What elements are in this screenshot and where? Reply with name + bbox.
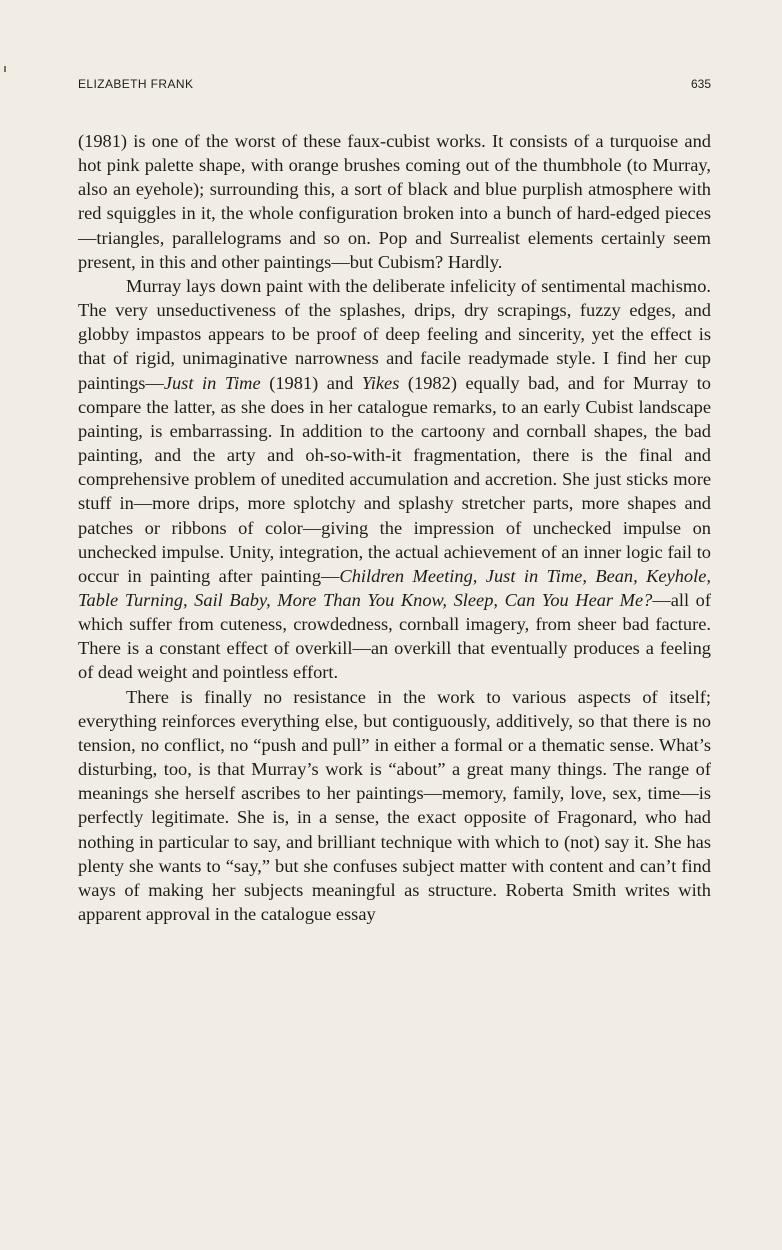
- running-head-author: ELIZABETH FRANK: [78, 77, 194, 91]
- paragraph-2: [78, 274, 711, 685]
- margin-mark: [4, 66, 6, 72]
- paragraph-3: [78, 685, 711, 927]
- painting-titles-list: Children Meeting, Just in Time, Bean, Keyhole, Table Turning, Sail Baby, More Than You Know, Sleep, Can You Hear Me?: [78, 565, 711, 610]
- painting-title: Yikes: [361, 372, 400, 393]
- text-segment: —all of which suffer from cuteness, crowdedness, cornball imagery, from sheer bad facture. There is a constant effect of overkill—an overkill that eventually produces a feeling of dead weight and pointless effort.: [78, 589, 711, 683]
- text-segment: (1981) is one of the worst of these faux-cubist works. It consists of a turquoise and hot pink palette shape, with orange brushes coming out of the thumbhole (to Murray, also an eyehole); surrounding this, a sort of black and blue purplish atmosphere with red squiggles in it, the whole configuration broken into a bunch of hard-edged pieces—triangles, parallelograms and so on. Pop and Surrealist elements certainly seem present, in this and other paintings—but Cubism? Hardly.: [78, 131, 711, 272]
- text-segment: (1982) equally bad, and for Murray to compare the latter, as she does in her catalogue remarks, to an early Cubist landscape painting, is embarrassing. In addition to the cartoony and cornball shapes, the bad painting, and the arty and oh-so-with-it fragmentation, there is the final and comprehensive problem of unedited accumulation and accretion. She just sticks more stuff in—more drips, more splotchy and splashy stretcher parts, more shapes and patches or ribbons of color—giving the impression of unchecked impulse on unchecked impulse. Unity, integration, the actual achievement of an inner logic fail to occur in painting after painting—: [78, 372, 711, 586]
- running-head: [78, 77, 711, 95]
- paragraph-1: [78, 129, 711, 274]
- text-segment: Murray lays down paint with the deliberate infelicity of sentimental machismo. The very unseductiveness of the splashes, drips, dry scrapings, fuzzy edges, and globby impastos appears to be proof of deep feeling and sincerity, yet the effect is that of rigid, unimaginative narrowness and facile readymade style. I find her cup paintings—: [78, 275, 711, 393]
- painting-title: Just in Time: [163, 372, 261, 393]
- page-number: 635: [690, 77, 711, 91]
- body-text: [78, 129, 711, 926]
- text-segment: (1981) and: [260, 372, 362, 393]
- text-segment: There is finally no resistance in the work to various aspects of itself; everything reinforces everything else, but contiguously, additively, so that there is no tension, no conflict, no “push and pull” in either a formal or a thematic sense. What’s disturbing, too, is that Murray’s work is “about” a great many things. The range of meanings she herself ascribes to her paintings—memory, family, love, sex, time—is perfectly legitimate. She is, in a sense, the exact opposite of Fragonard, who had nothing in particular to say, and brilliant technique with which to (not) say it. She has plenty she wants to “say,” but she confuses subject matter with content and can’t find ways of making her subjects meaningful as structure. Roberta Smith writes with apparent approval in the catalogue essay: [78, 686, 711, 924]
